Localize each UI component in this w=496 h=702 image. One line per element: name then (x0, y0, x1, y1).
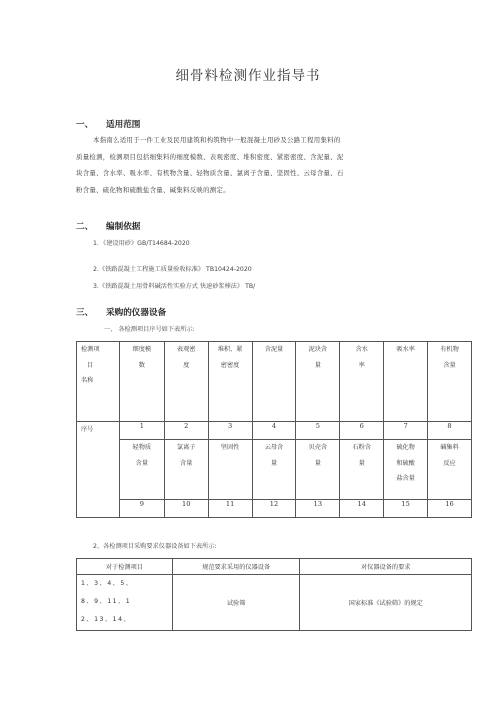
row-header-cell: 序号 (77, 422, 120, 518)
table-cell: 13 (296, 500, 340, 518)
scope-paragraph (76, 132, 436, 198)
table-cell: 贝壳含 量 (296, 440, 340, 500)
paragraph-line: 质量检测，检测项目包括细集料的细度模数、表观密度、堆积密度、紧密密度、含泥量、泥 (76, 152, 344, 161)
table-row (77, 575, 472, 631)
table-cell: 表观密 度 (164, 342, 208, 422)
section-title: 适用范围 (106, 120, 141, 130)
table-cell: 16 (428, 500, 472, 518)
table-cell: 14 (340, 500, 384, 518)
table-row (77, 422, 472, 440)
table-cell: 细度模 数 (119, 342, 164, 422)
table-cell: 4 (252, 422, 296, 440)
table-header-cell: 规范要求采用的仪器设备 (172, 559, 300, 575)
row-header-cell: 检测项 目 名称 (77, 342, 120, 422)
subheading-items: 一、 各检测项目序号如下表所示: (104, 326, 195, 333)
equipment-table (76, 558, 472, 631)
subheading-equipment: 2、各检测项目采购要求仪器设备如下表所示: (93, 543, 217, 550)
section-number: 三、 (76, 308, 94, 318)
table-cell: 氯离子 含量 (164, 440, 208, 500)
table-cell: 有机物 含量 (428, 342, 472, 422)
basis-item: 3.《铁路混凝土用骨料碱活性实验方式 快速砂浆棒法》 TB/ (93, 283, 256, 290)
table-row (77, 342, 472, 422)
section-number: 一、 (76, 120, 94, 130)
table-cell: 试验筛 (172, 575, 300, 631)
section-heading-equipment (76, 306, 166, 318)
table-row (77, 440, 472, 500)
table-cell: 7 (384, 422, 428, 440)
table-cell: 云母含 量 (252, 440, 296, 500)
table-cell: 堆积、紧 密密度 (208, 342, 252, 422)
table-cell: 含水 率 (340, 342, 384, 422)
table-cell: 碱集料 反应 (428, 440, 472, 500)
table-cell: 1、3、4、5、 8、9、11、1 2、13、14、 (77, 575, 173, 631)
table-header-cell: 对仪器设备的要求 (300, 559, 472, 575)
table-row (77, 500, 472, 518)
table-cell: 15 (384, 500, 428, 518)
table-cell: 1 (119, 422, 164, 440)
table-header-cell: 对于检测项目 (77, 559, 173, 575)
table-cell: 国家标准《试验筛》的规定 (300, 575, 472, 631)
paragraph-line: 本指南么适用于一件工业及民用建筑和构筑物中一般混凝土用砂及公路工程用集料的 (93, 136, 341, 144)
table-cell: 石粉含 量 (340, 440, 384, 500)
table-cell: 泥块含 量 (296, 342, 340, 422)
section-heading-scope (76, 118, 140, 130)
section-heading-basis (76, 220, 140, 232)
table-header-row (77, 559, 472, 575)
table-cell: 含泥量 (252, 342, 296, 422)
table-cell: 2 (164, 422, 208, 440)
table-cell: 5 (296, 422, 340, 440)
table-cell: 坚固性 (208, 440, 252, 500)
table-cell: 8 (428, 422, 472, 440)
table-cell: 3 (208, 422, 252, 440)
item-number-table (76, 341, 472, 518)
section-title: 采购的仪器设备 (106, 308, 167, 318)
basis-item: 2.《铁路混凝土工程施工质量验收标准》 TB10424-2020 (93, 266, 252, 273)
paragraph-line: 块含量、含水率、吸水率、有机物含量、轻物质含量、氯离子含量、坚固性、云母含量、石 (76, 169, 344, 177)
paragraph-line: 粉含量、硫化物和硫酸盐含量、碱集料反映的测定。 (76, 185, 230, 194)
document-title: 细骨料检测作业指导书 (175, 68, 321, 84)
table-cell: 9 (119, 500, 164, 518)
section-title: 编制依据 (106, 222, 141, 232)
table-cell: 12 (252, 500, 296, 518)
table-cell: 11 (208, 500, 252, 518)
table-cell: 6 (340, 422, 384, 440)
section-number: 二、 (76, 222, 94, 232)
table-cell: 吸水率 (384, 342, 428, 422)
table-cell: 轻物质 含量 (119, 440, 164, 500)
table-cell: 10 (164, 500, 208, 518)
basis-item: 1．《建设用砂》GB/T14684-2020 (93, 240, 190, 247)
table-cell: 硫化物 和硫酸 盐含量 (384, 440, 428, 500)
